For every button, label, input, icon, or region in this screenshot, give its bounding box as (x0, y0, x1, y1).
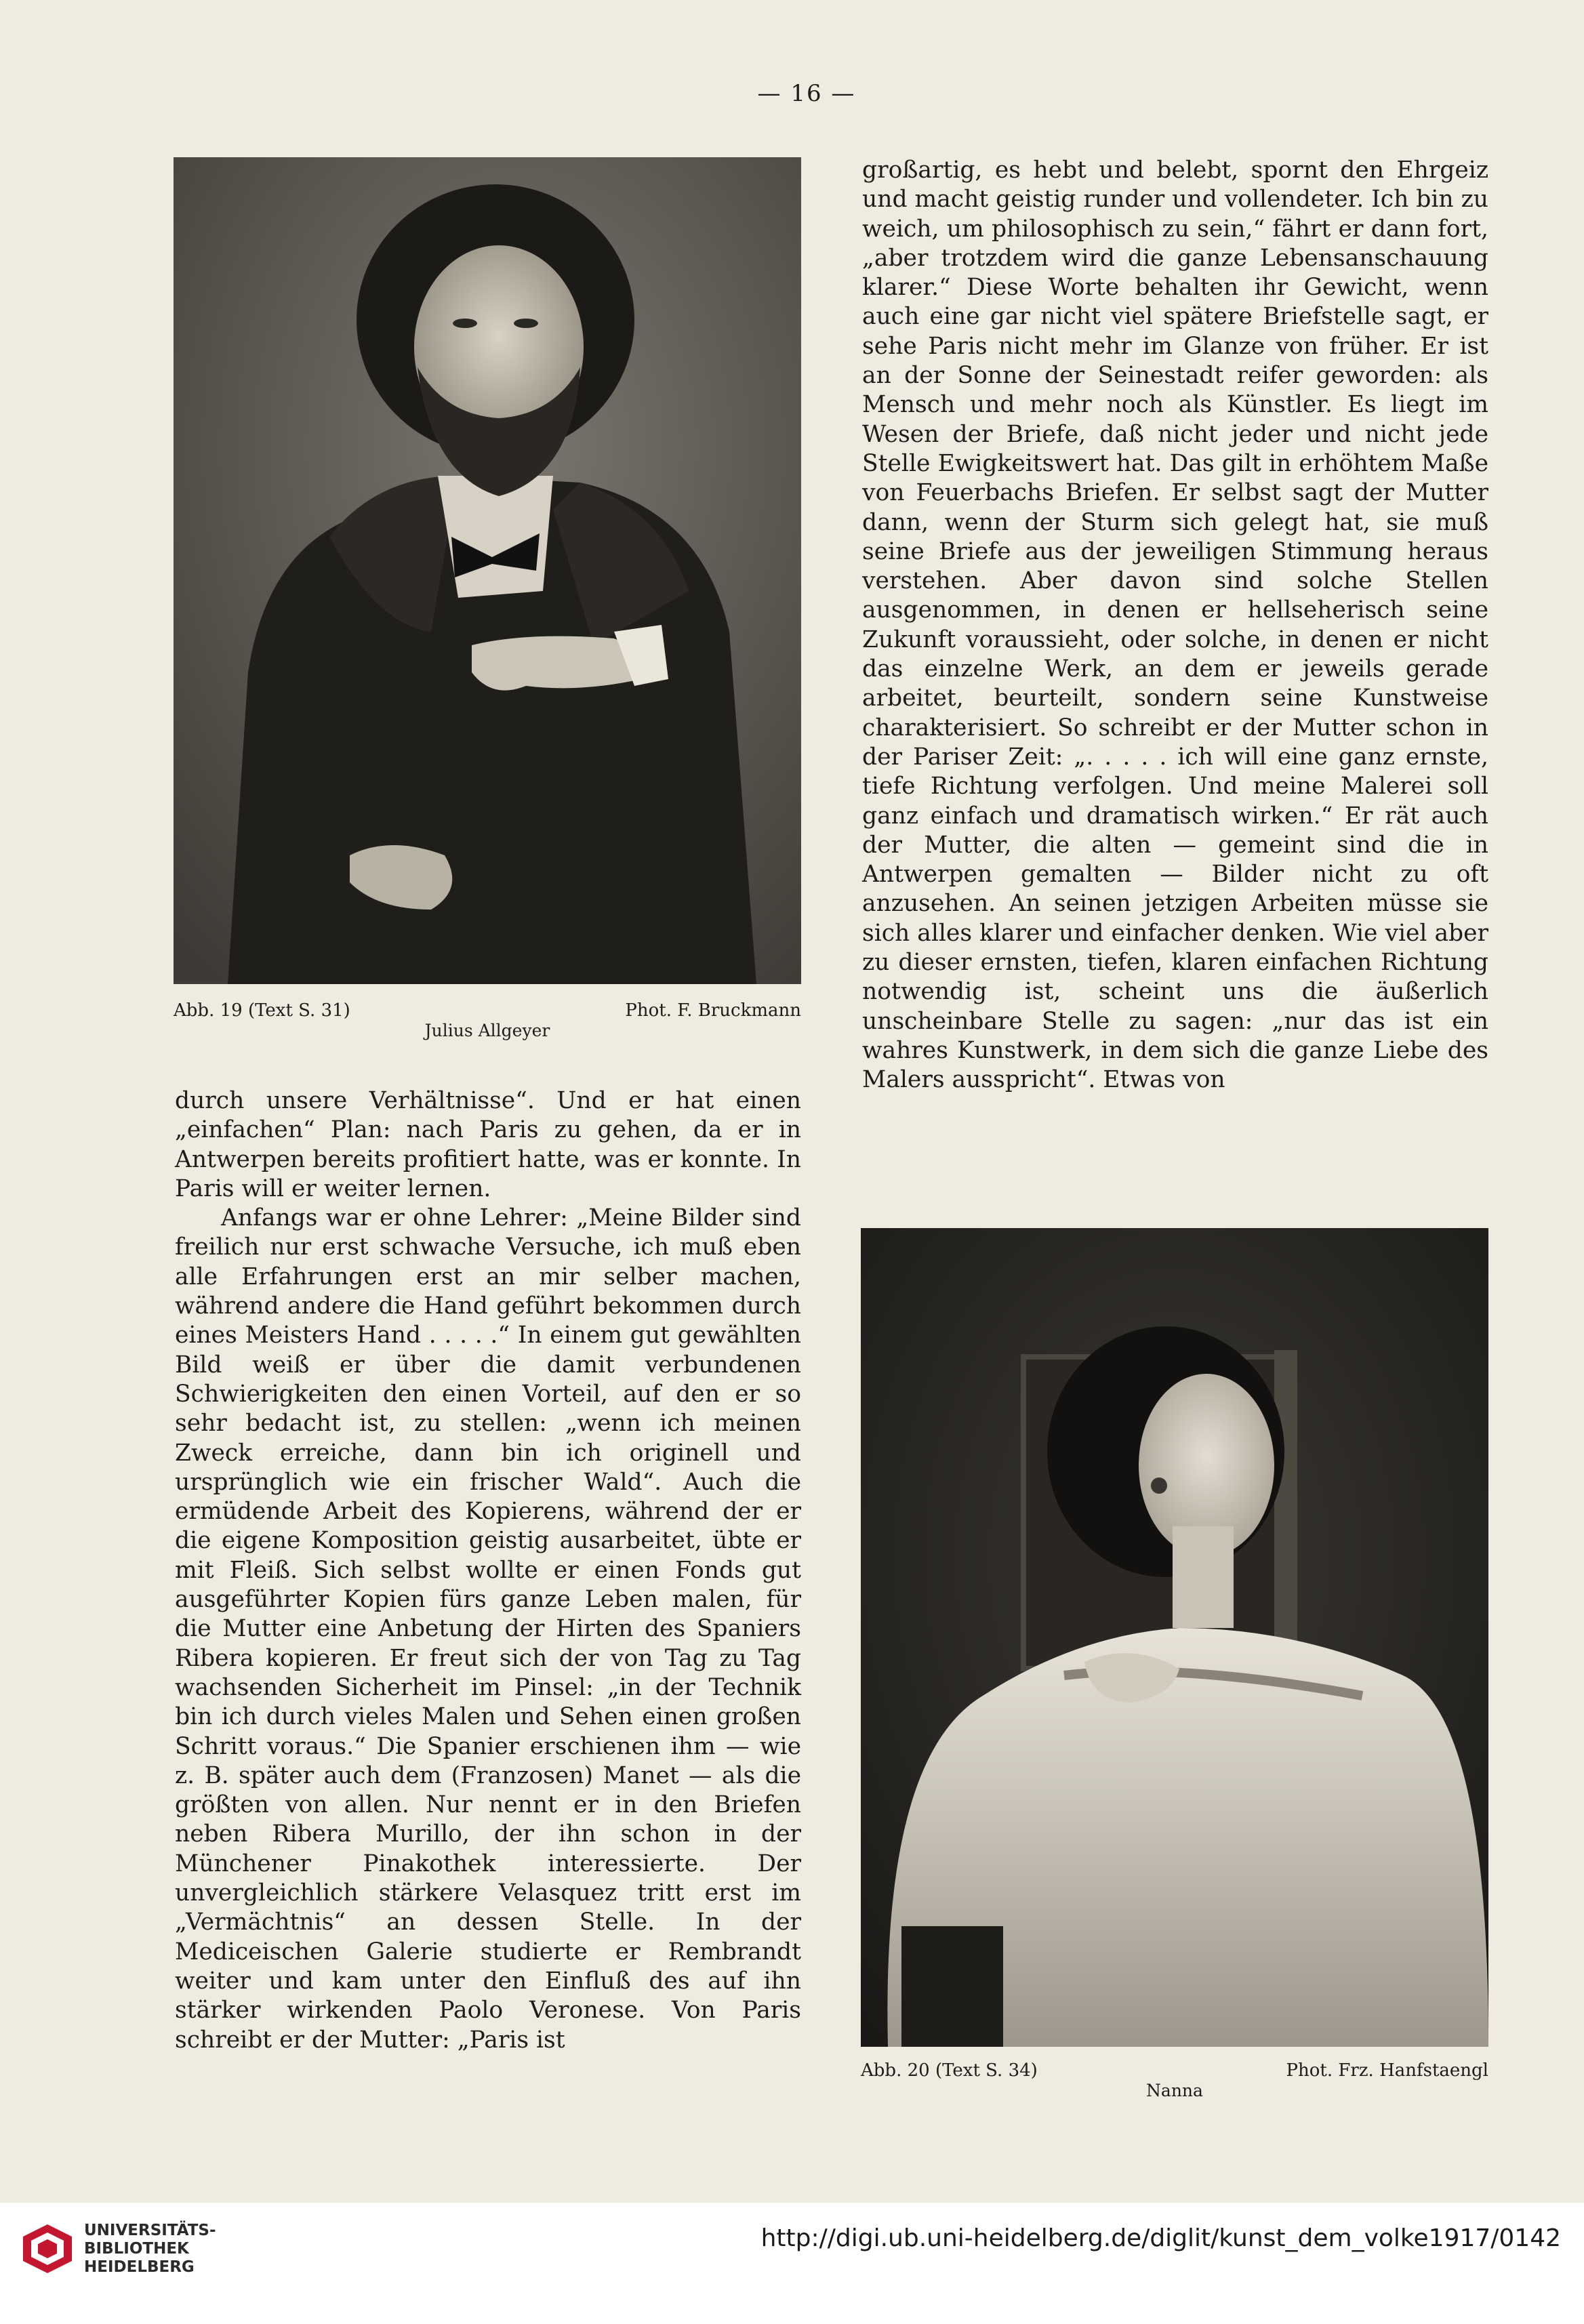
institution-name (84, 2222, 216, 2277)
portrait-julius-allgeyer-image (174, 157, 801, 984)
institution-line: HEIDELBERG (84, 2258, 195, 2276)
right-column-text (862, 156, 1488, 1095)
digitization-footer (0, 2203, 1584, 2324)
institution-line: BIBLIOTHEK (84, 2240, 189, 2258)
figure20-photo-credit: Phot. Frz. Hanfstaengl (1286, 2060, 1488, 2081)
university-library-logo-icon (20, 2222, 75, 2276)
figure20-title: Nanna (1146, 2081, 1203, 2100)
source-url-link[interactable]: http://digi.ub.uni-heidelberg.de/diglit/kunst_dem_volke1917/0142 (760, 2224, 1561, 2252)
page-number: — 16 — (757, 80, 856, 107)
figure20-caption (861, 2060, 1488, 2081)
figure20-number-label: Abb. 20 (Text S. 34) (861, 2060, 1038, 2081)
institution-line: UNIVERSITÄTS- (84, 2222, 216, 2239)
left-column-text (175, 1086, 801, 2055)
figure19-title: Julius Allgeyer (424, 1021, 550, 1040)
painting-nanna-image (861, 1228, 1488, 2047)
figure19-caption (174, 1000, 801, 1021)
figure19-number-label: Abb. 19 (Text S. 31) (174, 1000, 350, 1021)
paragraph: Anfangs war er ohne Lehrer: „Meine Bilder sind freilich nur erst schwache Versuche, ich muß eben alle Erfahrungen erst an mir selber machen, während andere die Hand geführt bekommen durch eines Meisters Hand . . . . .“ In einem gut gewählten Bild weiß er über die damit verbundenen Schwierigkeiten den einen Vorteil, auf den er so sehr bedacht ist, zu stellen: „wenn ich meinen Zweck erreiche, dann bin ich originell und ursprünglich wie ein frischer Wald“. Auch die ermüdende Arbeit des Kopierens, während der er die eigene Komposition geistig ausarbeitet, übte er mit Fleiß. Sich selbst wollte er einen Fonds gut ausgeführter Kopien fürs ganze Leben malen, für die Mutter eine Anbetung der Hirten des Spaniers Ribera kopieren. Er freut sich der von Tag zu Tag wachsenden Sicherheit im Pinsel: „in der Technik bin ich durch vieles Malen und Sehen einen großen Schritt voraus.“ Die Spanier erschienen ihm — wie z. B. später auch dem (Franzosen) Manet — als die größten von allen. Nur nennt er in den Briefen neben Ribera Murillo, der ihn schon in der Münchener Pinakothek interessierte. Der unvergleichlich stärkere Velasquez tritt erst im „Vermächtnis“ an dessen Stelle. In der Mediceischen Galerie studierte er Rembrandt weiter und kam unter den Einfluß des auf ihn stärker wirkenden Paolo Veronese. Von Paris schreibt er der Mutter: „Paris ist (175, 1204, 801, 2054)
figure19-photo-credit: Phot. F. Bruckmann (625, 1000, 801, 1021)
paragraph: großartig, es hebt und belebt, spornt den Ehrgeiz und macht geistig runder und vollendeter. Ich bin zu weich, um philosophisch zu sein,“ fährt er dann fort, „aber trotzdem wird die ganze Lebensanschauung klarer.“ Diese Worte behalten ihr Gewicht, wenn auch eine gar nicht viel spätere Briefstelle sagt, er sehe Paris nicht mehr im Glanze von früher. Er ist an der Sonne der Seinestadt reifer geworden: als Mensch und mehr noch als Künstler. Es liegt im Wesen der Briefe, daß nicht jeder und nicht jede Stelle Ewigkeitswert hat. Das gilt in erhöhtem Maße von Feuerbachs Briefen. Er selbst sagt der Mutter dann, wenn der Sturm sich gelegt hat, sie muß seine Briefe aus der jeweiligen Stimmung heraus verstehen. Aber davon sind solche Stellen ausgenommen, in denen er hellseherisch seine Zukunft voraussieht, oder solche, in denen er nicht das einzelne Werk, an dem er jeweils gerade arbeitet, beurteilt, sondern seine Kunstweise charakterisiert. So schreibt er der Mutter schon in der Pariser Zeit: „. . . . . ich will eine ganz ernste, tiefe Richtung verfolgen. Und meine Malerei soll ganz einfach und dramatisch wirken.“ Er rät auch der Mutter, die alten — gemeint sind die in Antwerpen gemalten — Bilder nicht zu oft anzusehen. An seinen jetzigen Arbeiten müsse sie sich alles klarer und einfacher denken. Wie viel aber zu dieser ernsten, tiefen, klaren einfachen Richtung notwendig ist, scheint uns die äußerlich unscheinbare Stelle zu sagen: „nur das ist ein wahres Kunstwerk, in dem sich die ganze Liebe des Malers ausspricht“. Etwas von (862, 157, 1488, 1094)
paragraph: durch unsere Verhältnisse“. Und er hat einen „einfachen“ Plan: nach Paris zu gehen, da er in Antwerpen bereits profitiert hatte, was er konnte. In Paris will er weiter lernen. (175, 1087, 801, 1202)
